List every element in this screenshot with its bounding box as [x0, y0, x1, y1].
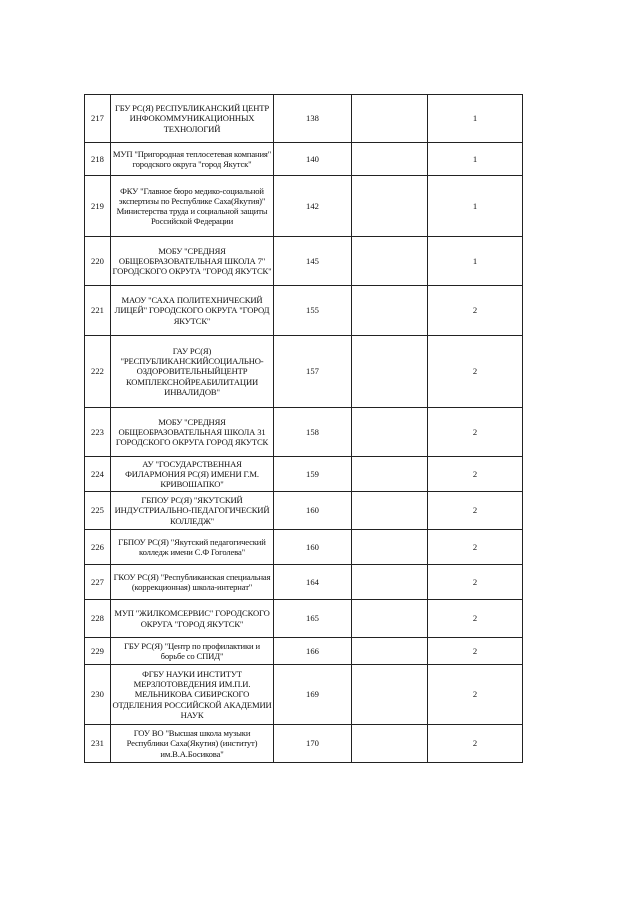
cell-number: 219: [85, 176, 111, 237]
table-body: [85, 95, 523, 763]
cell-value: 155: [274, 286, 352, 336]
cell-number: 229: [85, 638, 111, 665]
cell-empty: [352, 237, 428, 286]
cell-number: 230: [85, 665, 111, 725]
table-row: [85, 336, 523, 408]
cell-value: 164: [274, 565, 352, 600]
table-row: [85, 176, 523, 237]
cell-count: 2: [428, 336, 523, 408]
cell-value: 160: [274, 492, 352, 530]
cell-name: АУ "ГОСУДАРСТВЕННАЯ ФИЛАРМОНИЯ РС(Я) ИМЕНИ Г.М. КРИВОШАПКО": [111, 457, 274, 492]
cell-name: МУП "ЖИЛКОМСЕРВИС" ГОРОДСКОГО ОКРУГА "ГОРОД ЯКУТСК": [111, 600, 274, 638]
cell-number: 218: [85, 143, 111, 176]
cell-count: 2: [428, 665, 523, 725]
cell-value: 158: [274, 408, 352, 457]
table-row: [85, 457, 523, 492]
cell-name: ГОУ ВО "Высшая школа музыки Республики Саха(Якутия) (институт) им.В.А.Босикова": [111, 725, 274, 763]
cell-number: 228: [85, 600, 111, 638]
cell-count: 1: [428, 176, 523, 237]
cell-empty: [352, 600, 428, 638]
cell-number: 220: [85, 237, 111, 286]
table-row: [85, 492, 523, 530]
cell-count: 2: [428, 638, 523, 665]
cell-name: ФГБУ НАУКИ ИНСТИТУТ МЕРЗЛОТОВЕДЕНИЯ ИМ.П.И. МЕЛЬНИКОВА СИБИРСКОГО ОТДЕЛЕНИЯ РОССИЙСКОЙ АКАДЕМИИ НАУК: [111, 665, 274, 725]
cell-number: 226: [85, 530, 111, 565]
cell-empty: [352, 176, 428, 237]
cell-count: 1: [428, 95, 523, 143]
table-row: [85, 725, 523, 763]
cell-count: 2: [428, 492, 523, 530]
cell-name: ГБУ РС(Я) РЕСПУБЛИКАНСКИЙ ЦЕНТР ИНФОКОММУНИКАЦИОННЫХ ТЕХНОЛОГИЙ: [111, 95, 274, 143]
cell-value: 145: [274, 237, 352, 286]
cell-count: 2: [428, 725, 523, 763]
cell-number: 221: [85, 286, 111, 336]
cell-value: 159: [274, 457, 352, 492]
cell-value: 169: [274, 665, 352, 725]
cell-value: 160: [274, 530, 352, 565]
cell-name: МОБУ "СРЕДНЯЯ ОБЩЕОБРАЗОВАТЕЛЬНАЯ ШКОЛА 7" ГОРОДСКОГО ОКРУГА "ГОРОД ЯКУТСК": [111, 237, 274, 286]
table-row: [85, 665, 523, 725]
cell-empty: [352, 286, 428, 336]
cell-number: 231: [85, 725, 111, 763]
data-table: [84, 94, 523, 763]
cell-empty: [352, 725, 428, 763]
cell-value: 140: [274, 143, 352, 176]
cell-value: 138: [274, 95, 352, 143]
cell-empty: [352, 530, 428, 565]
cell-count: 2: [428, 565, 523, 600]
cell-number: 225: [85, 492, 111, 530]
cell-name: ФКУ "Главное бюро медико-социальной экспертизы по Республике Саха(Якутия)" Министерства труда и социальной защиты Российской Федерации: [111, 176, 274, 237]
table-row: [85, 95, 523, 143]
cell-name: МУП "Пригородная теплосетевая компания" городского округа "город Якутск": [111, 143, 274, 176]
cell-name: ГБУ РС(Я) "Центр по профилактики и борьбе со СПИД": [111, 638, 274, 665]
table-row: [85, 237, 523, 286]
cell-name: МОБУ "СРЕДНЯЯ ОБЩЕОБРАЗОВАТЕЛЬНАЯ ШКОЛА 31 ГОРОДСКОГО ОКРУГА ГОРОД ЯКУТСК: [111, 408, 274, 457]
cell-empty: [352, 665, 428, 725]
cell-count: 2: [428, 530, 523, 565]
cell-count: 2: [428, 457, 523, 492]
cell-value: 166: [274, 638, 352, 665]
cell-number: 224: [85, 457, 111, 492]
cell-empty: [352, 408, 428, 457]
table-row: [85, 600, 523, 638]
cell-number: 227: [85, 565, 111, 600]
cell-empty: [352, 336, 428, 408]
cell-value: 157: [274, 336, 352, 408]
cell-count: 2: [428, 600, 523, 638]
cell-empty: [352, 143, 428, 176]
cell-number: 223: [85, 408, 111, 457]
cell-empty: [352, 95, 428, 143]
table-row: [85, 638, 523, 665]
cell-name: ГКОУ РС(Я) "Республиканская специальная (коррекционная) школа-интернат": [111, 565, 274, 600]
cell-empty: [352, 492, 428, 530]
cell-value: 170: [274, 725, 352, 763]
cell-number: 217: [85, 95, 111, 143]
table-row: [85, 143, 523, 176]
table-row: [85, 530, 523, 565]
cell-empty: [352, 565, 428, 600]
cell-number: 222: [85, 336, 111, 408]
cell-name: МАОУ "САХА ПОЛИТЕХНИЧЕСКИЙ ЛИЦЕЙ" ГОРОДСКОГО ОКРУГА "ГОРОД ЯКУТСК": [111, 286, 274, 336]
cell-value: 142: [274, 176, 352, 237]
cell-empty: [352, 457, 428, 492]
cell-name: ГБПОУ РС(Я) "Якутский педагогический колледж имени С.Ф Гоголева": [111, 530, 274, 565]
cell-name: ГАУ РС(Я) "РЕСПУБЛИКАНСКИЙСОЦИАЛЬНО-ОЗДОРОВИТЕЛЬНЫЙЦЕНТР КОМПЛЕКСНОЙРЕАБИЛИТАЦИИ ИНВАЛИДОВ": [111, 336, 274, 408]
table-row: [85, 286, 523, 336]
table-row: [85, 408, 523, 457]
cell-count: 2: [428, 408, 523, 457]
cell-count: 1: [428, 143, 523, 176]
cell-count: 1: [428, 237, 523, 286]
cell-count: 2: [428, 286, 523, 336]
table-row: [85, 565, 523, 600]
cell-value: 165: [274, 600, 352, 638]
cell-empty: [352, 638, 428, 665]
cell-name: ГБПОУ РС(Я) "ЯКУТСКИЙ ИНДУСТРИАЛЬНО-ПЕДАГОГИЧЕСКИЙ КОЛЛЕДЖ": [111, 492, 274, 530]
